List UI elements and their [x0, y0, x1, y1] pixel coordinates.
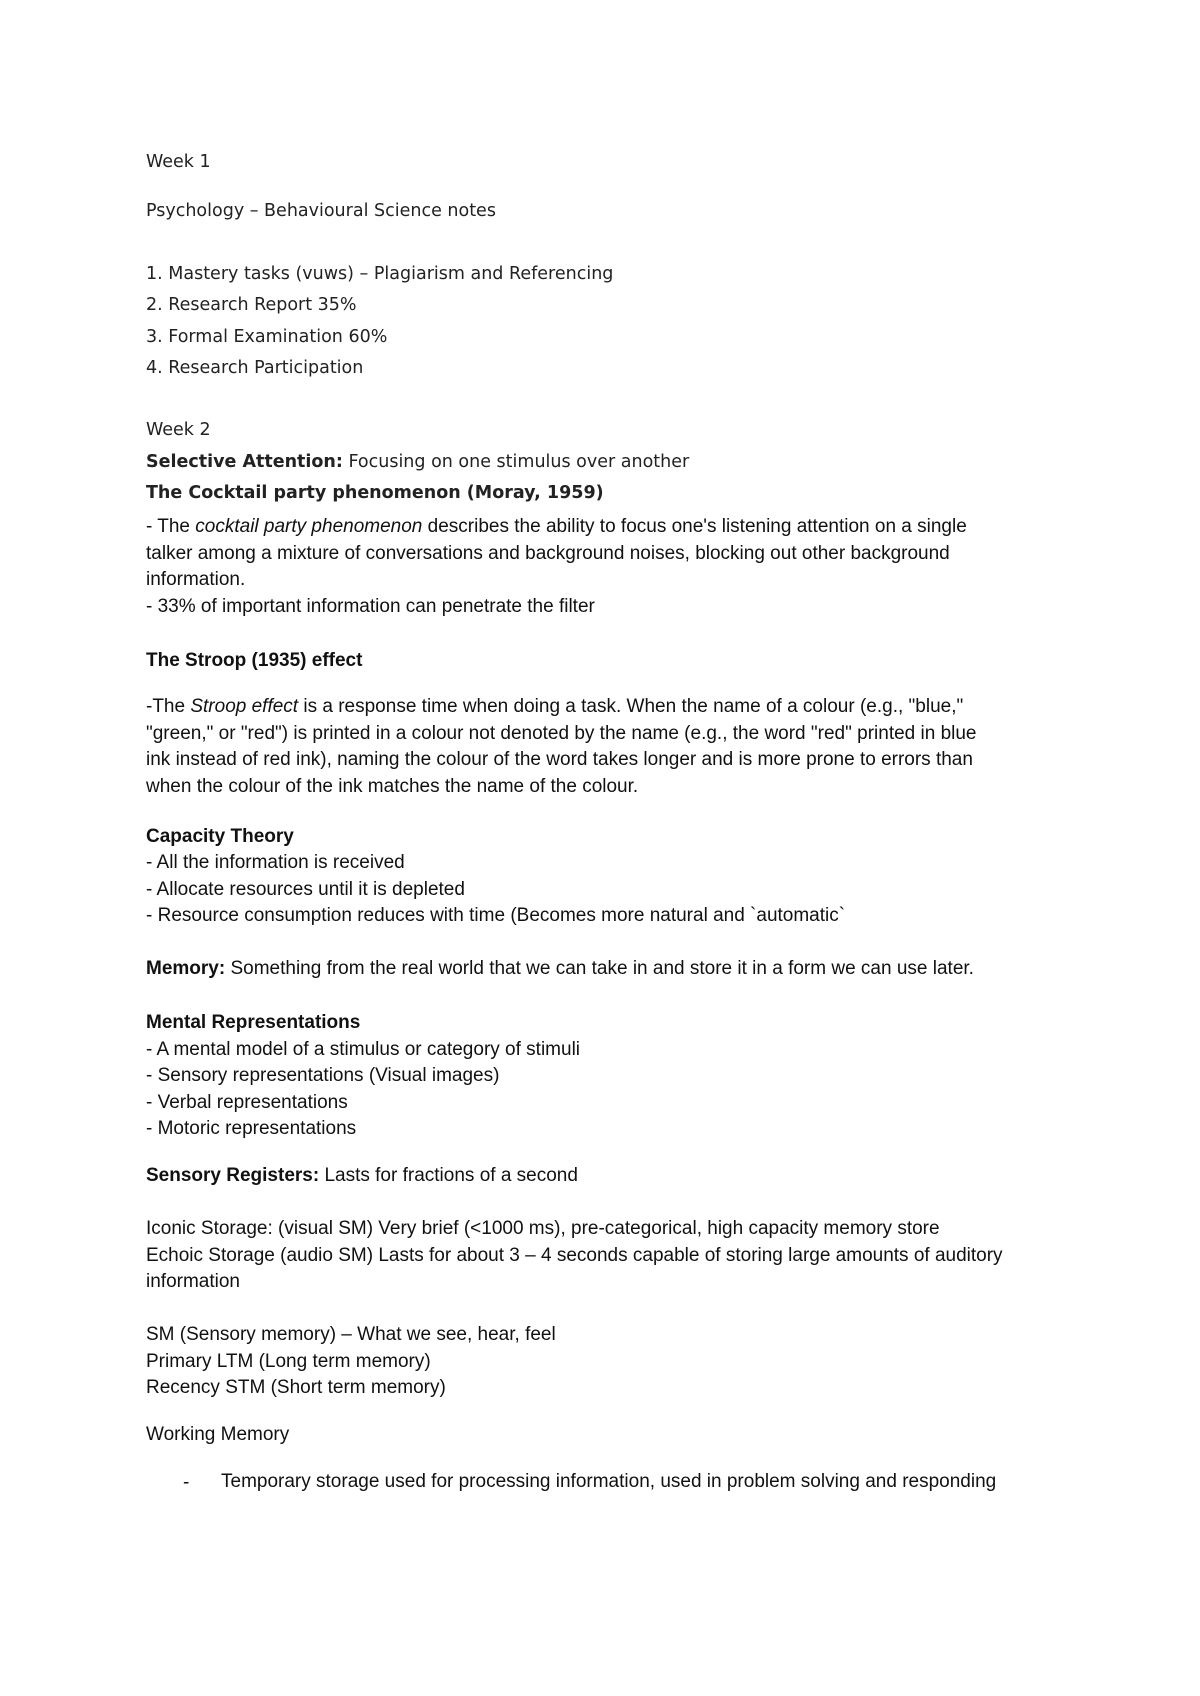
stroop-line: when the colour of the ink matches the name of the colour.	[146, 776, 639, 797]
mental-bullet: - Motoric representations	[146, 1118, 357, 1139]
assessment-item: 4. Research Participation	[146, 358, 364, 378]
cocktail-text: - The	[146, 516, 196, 537]
week-2-label: Week 2	[146, 420, 211, 440]
capacity-heading: Capacity Theory	[146, 826, 294, 847]
mental-bullet: - Sensory representations (Visual images)	[146, 1065, 500, 1086]
memory-term-line: Recency STM (Short term memory)	[146, 1377, 446, 1398]
cocktail-line: information.	[146, 569, 246, 590]
cocktail-heading: The Cocktail party phenomenon (Moray, 1959)	[146, 483, 604, 503]
working-memory-heading: Working Memory	[146, 1424, 290, 1445]
mental-bullet: - A mental model of a stimulus or category of stimuli	[146, 1039, 581, 1060]
assessment-item: 3. Formal Examination 60%	[146, 327, 388, 347]
echoic-storage-line: Echoic Storage (audio SM) Lasts for about 3 – 4 seconds capable of storing large amounts of auditory	[146, 1245, 1003, 1266]
selective-attention-definition: Focusing on one stimulus over another	[342, 452, 690, 472]
working-memory-dash: -	[183, 1472, 190, 1493]
mental-heading: Mental Representations	[146, 1012, 361, 1033]
stroop-line	[146, 697, 963, 716]
memory-line	[146, 959, 974, 978]
assessment-item: 1. Mastery tasks (vuws) – Plagiarism and Referencing	[146, 264, 614, 284]
cocktail-line	[146, 517, 967, 536]
cocktail-term-italic: cocktail party phenomenon	[195, 516, 423, 537]
sensory-definition: Lasts for fractions of a second	[319, 1165, 578, 1186]
capacity-bullet: - Allocate resources until it is depleted	[146, 879, 465, 900]
sensory-line	[146, 1166, 578, 1185]
stroop-line: ink instead of red ink), naming the colour of the word takes longer and is more prone to errors than	[146, 749, 973, 770]
memory-definition: Something from the real world that we can take in and store it in a form we can use later.	[225, 958, 974, 979]
notes-title: Psychology – Behavioural Science notes	[146, 201, 496, 221]
cocktail-line: talker among a mixture of conversations and background noises, blocking out other background	[146, 543, 950, 564]
capacity-bullet: - All the information is received	[146, 852, 405, 873]
sensory-term: Sensory Registers:	[146, 1165, 320, 1186]
iconic-storage-line: Iconic Storage: (visual SM) Very brief (<1000 ms), pre-categorical, high capacity memory store	[146, 1218, 940, 1239]
selective-attention-term: Selective Attention:	[146, 452, 343, 472]
echoic-storage-line: information	[146, 1271, 240, 1292]
assessment-item: 2. Research Report 35%	[146, 295, 357, 315]
memory-term: Memory:	[146, 958, 226, 979]
working-memory-bullet: Temporary storage used for processing information, used in problem solving and responding	[221, 1471, 997, 1492]
stroop-term-italic: Stroop effect	[190, 696, 299, 717]
mental-bullet: - Verbal representations	[146, 1092, 348, 1113]
capacity-bullet: - Resource consumption reduces with time (Becomes more natural and `automatic`	[146, 905, 846, 926]
cocktail-line: - 33% of important information can penetrate the filter	[146, 596, 595, 617]
week-1-label: Week 1	[146, 152, 211, 172]
cocktail-text: describes the ability to focus one's listening attention on a single	[422, 516, 967, 537]
memory-term-line: Primary LTM (Long term memory)	[146, 1351, 431, 1372]
stroop-text: -The	[146, 696, 191, 717]
stroop-text: is a response time when doing a task. When the name of a colour (e.g., "blue,"	[298, 696, 964, 717]
selective-attention-line	[146, 454, 689, 472]
stroop-line: "green," or "red") is printed in a colour not denoted by the name (e.g., the word "red" printed in blue	[146, 723, 977, 744]
stroop-heading: The Stroop (1935) effect	[146, 650, 363, 671]
memory-term-line: SM (Sensory memory) – What we see, hear, feel	[146, 1324, 556, 1345]
